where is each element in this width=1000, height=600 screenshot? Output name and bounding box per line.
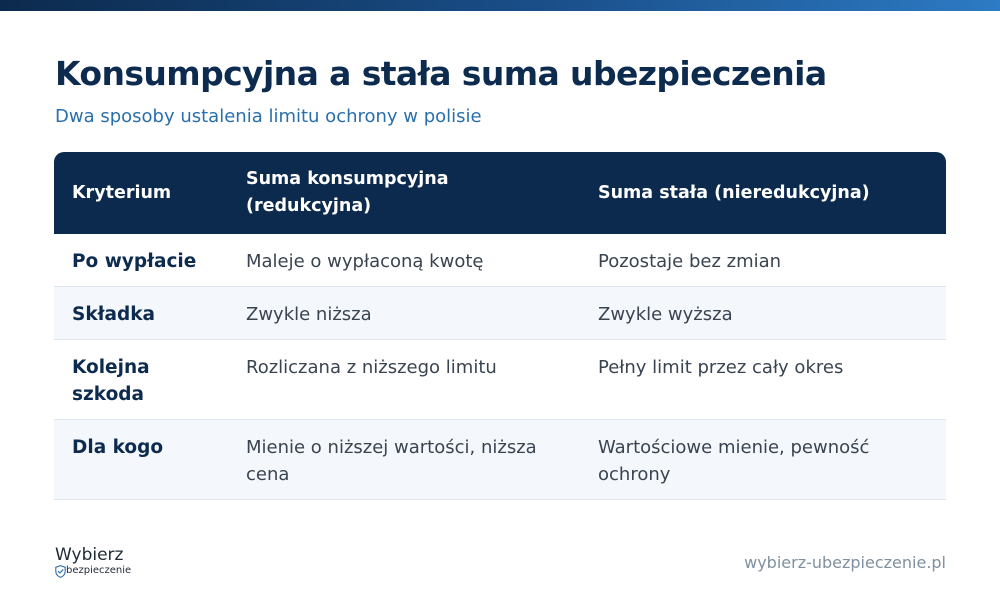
table-row (54, 340, 946, 420)
footer-website-link[interactable]: wybierz-ubezpieczenie.pl (744, 553, 946, 572)
page-title: Konsumpcyjna a stała suma ubezpieczenia (55, 54, 827, 93)
row-criterion: Kolejna szkoda (54, 340, 228, 420)
table-header-row (54, 152, 946, 234)
shield-check-icon (55, 565, 66, 578)
row-consumption-value: Maleje o wypłaconą kwotę (228, 234, 580, 287)
header-consumption-sum: Suma konsumpcyjna (redukcyjna) (228, 152, 580, 234)
row-consumption-value: Zwykle niższa (228, 287, 580, 340)
brand-logo[interactable] (55, 545, 145, 581)
row-criterion: Dla kogo (54, 420, 228, 500)
top-accent-bar (0, 0, 1000, 11)
row-criterion: Składka (54, 287, 228, 340)
page-subtitle: Dwa sposoby ustalenia limitu ochrony w polisie (55, 106, 482, 127)
logo-wordmark: Wybierz (55, 545, 124, 565)
row-criterion: Po wypłacie (54, 234, 228, 287)
row-fixed-value: Pozostaje bez zmian (580, 234, 946, 287)
row-fixed-value: Zwykle wyższa (580, 287, 946, 340)
table-row (54, 287, 946, 340)
comparison-table (54, 152, 946, 500)
logo-subtext: bezpieczenie (66, 565, 132, 576)
header-criterion: Kryterium (54, 152, 228, 234)
table-row (54, 234, 946, 287)
row-consumption-value: Mienie o niższej wartości, niższa cena (228, 420, 580, 500)
table-row (54, 420, 946, 500)
row-fixed-value: Pełny limit przez cały okres (580, 340, 946, 420)
row-fixed-value: Wartościowe mienie, pewność ochrony (580, 420, 946, 500)
header-fixed-sum: Suma stała (nieredukcyjna) (580, 152, 946, 234)
row-consumption-value: Rozliczana z niższego limitu (228, 340, 580, 420)
